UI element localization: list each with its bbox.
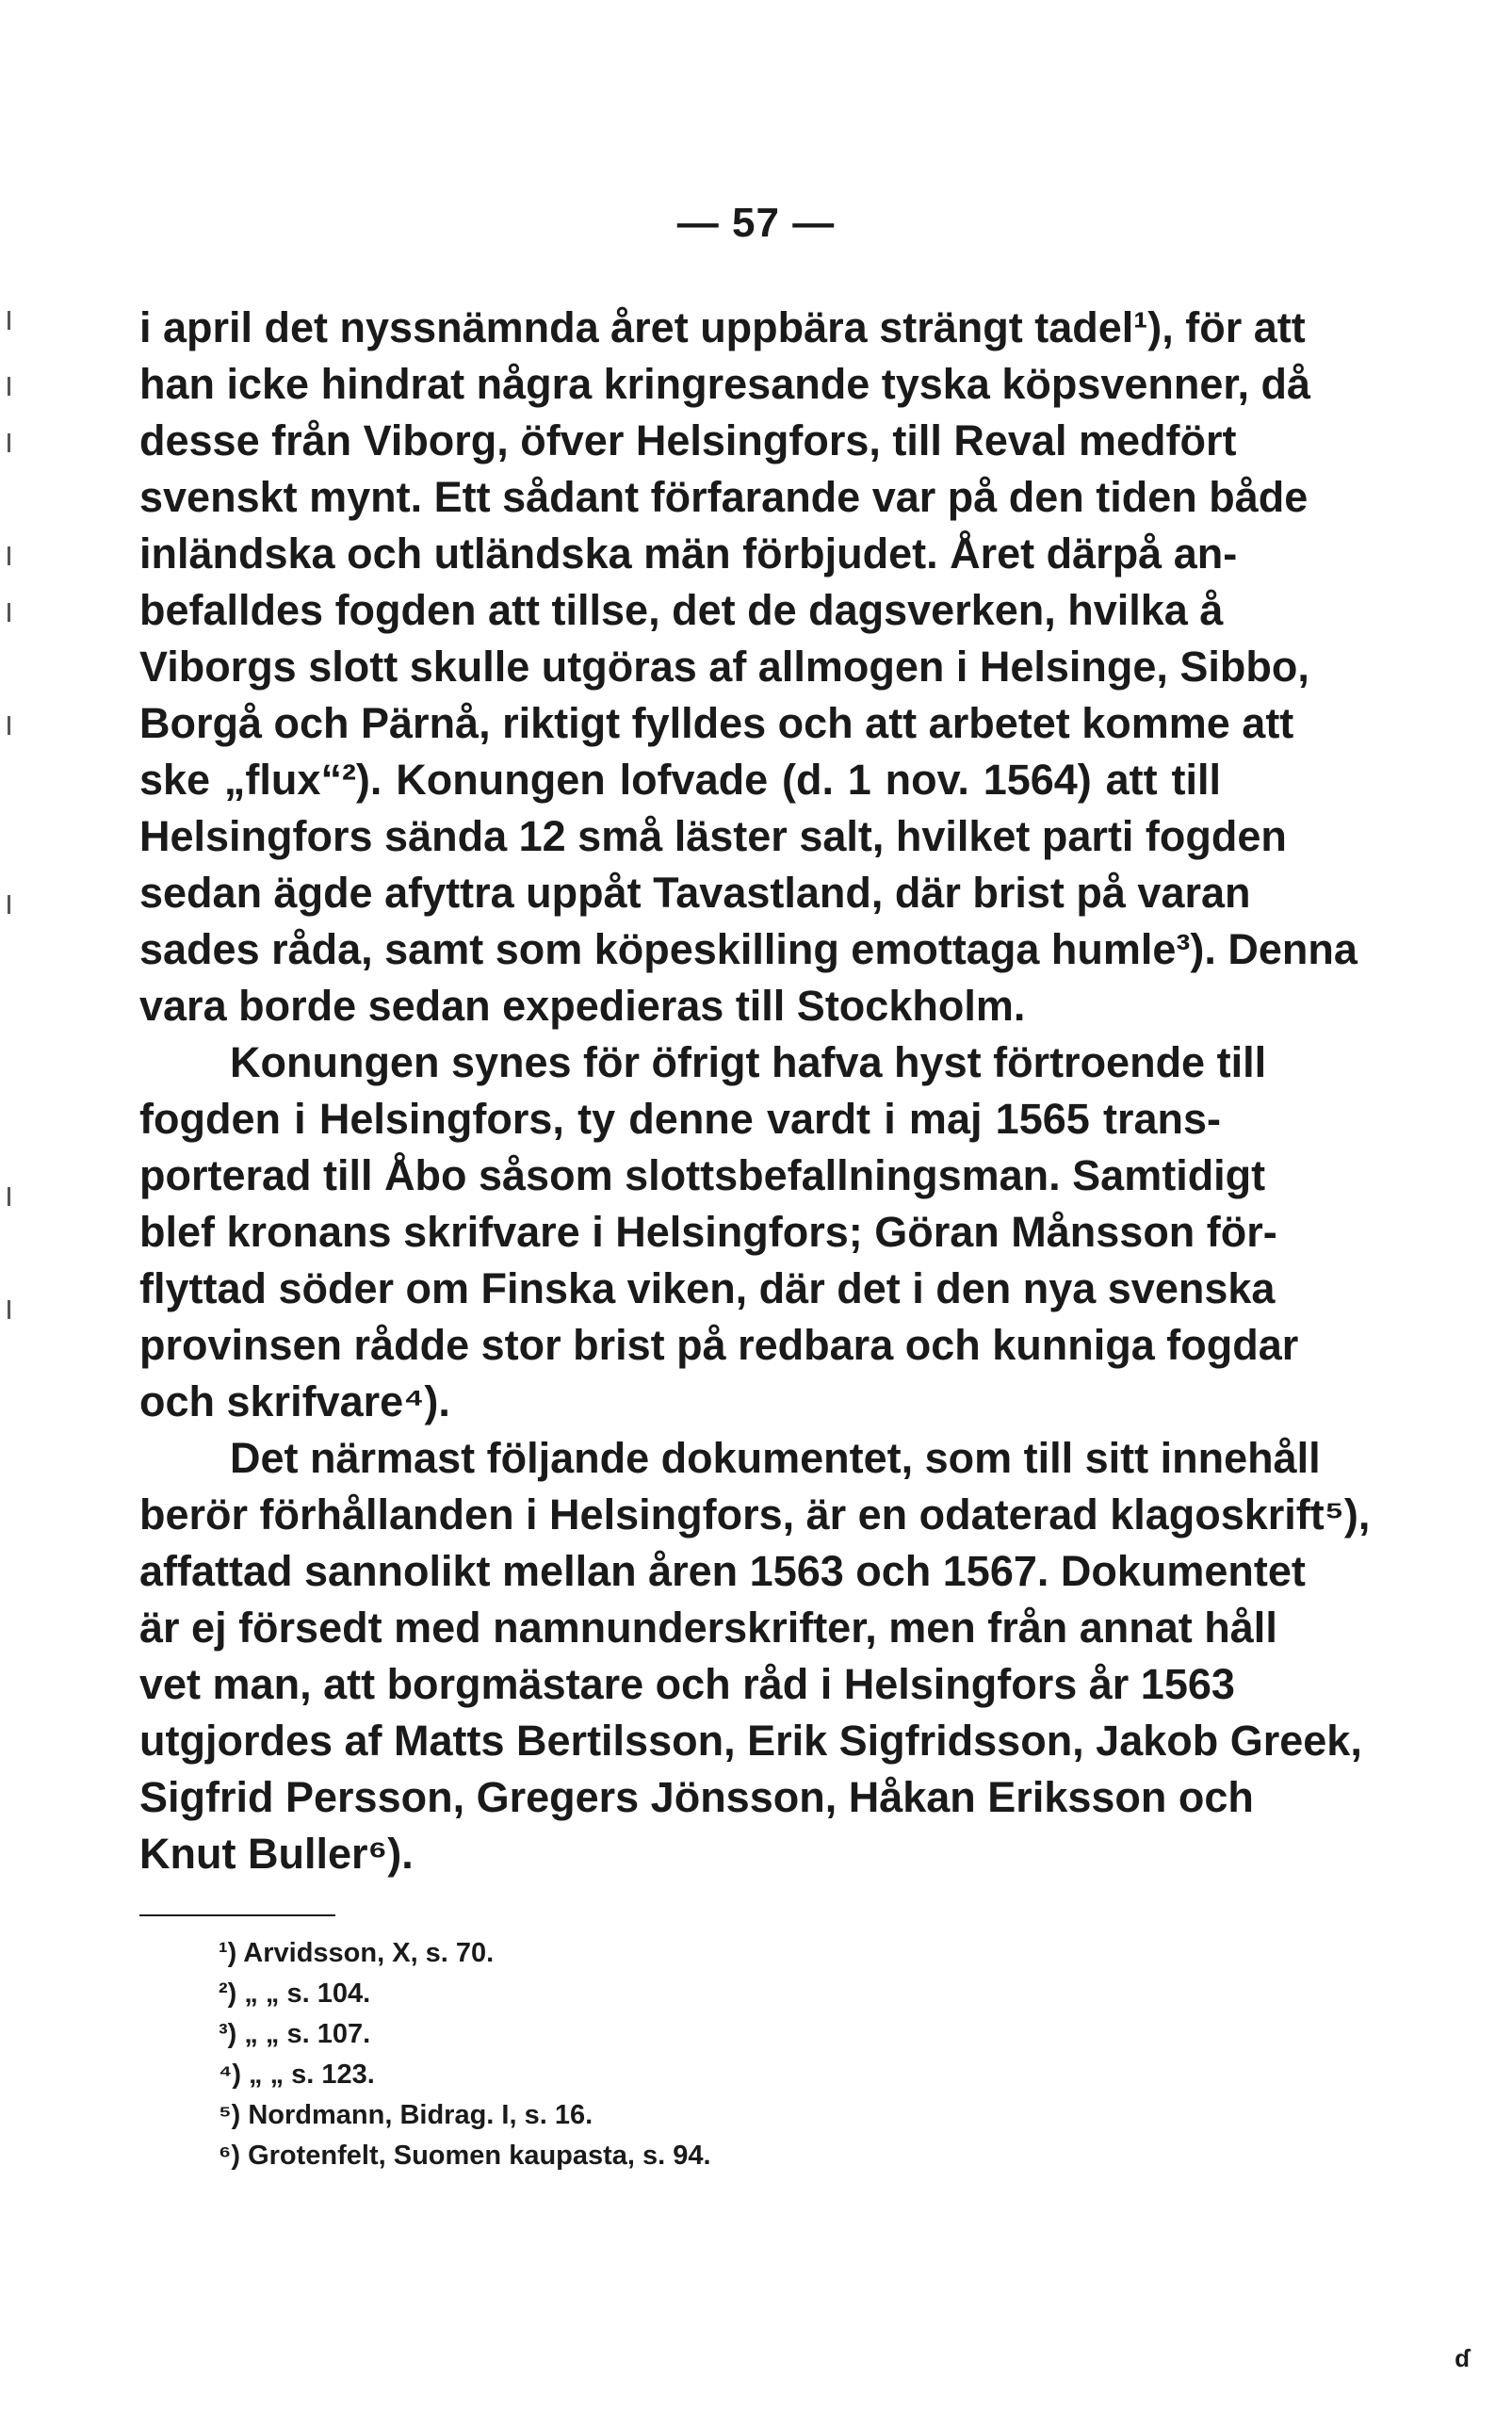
text-line: fogden i Helsingfors, ty denne vardt i maj 1565 trans- xyxy=(139,1095,1221,1143)
text-line: ske „flux“²). Konungen lofvade (d. 1 nov. 1564) att till xyxy=(139,756,1221,804)
scan-mark xyxy=(8,311,10,330)
text-line: utgjordes af Matts Bertilsson, Erik Sigfridsson, Jakob Greek, xyxy=(139,1717,1362,1765)
text-line: affattad sannolikt mellan åren 1563 och 1567. Dokumentet xyxy=(139,1547,1306,1595)
page-number: — 57 — xyxy=(676,200,836,246)
text-line: desse från Viborg, öfver Helsingfors, till Reval medfört xyxy=(139,416,1237,464)
footnote: ²) „ „ s. 104. xyxy=(219,1978,371,2009)
text-line: inländska och utländska män förbjudet. Året därpå an- xyxy=(139,529,1238,578)
scan-mark xyxy=(8,895,10,914)
scan-mark xyxy=(8,1300,10,1319)
footnote-divider xyxy=(139,1914,335,1916)
text-line: befalldes fogden att tillse, det de dagsverken, hvilka å xyxy=(139,586,1224,634)
text-line: Konungen synes för öfrigt hafva hyst förtroende till xyxy=(230,1038,1267,1086)
text-line: vet man, att borgmästare och råd i Helsingfors år 1563 xyxy=(139,1660,1235,1708)
scan-mark xyxy=(8,1187,10,1206)
text-line: Sigfrid Persson, Gregers Jönsson, Håkan Eriksson och xyxy=(139,1773,1254,1821)
scan-corner-mark: ɗ xyxy=(1455,2344,1470,2372)
footnote: ³) „ „ s. 107. xyxy=(219,2019,371,2049)
footnotes xyxy=(219,1933,711,2176)
text-line: provinsen rådde stor brist på redbara och kunniga fogdar xyxy=(139,1321,1299,1369)
text-line: flyttad söder om Finska viken, där det i den nya svenska xyxy=(139,1264,1276,1312)
footnote: ⁶) Grotenfelt, Suomen kaupasta, s. 94. xyxy=(219,2141,711,2171)
scan-mark xyxy=(8,546,10,565)
scan-mark xyxy=(8,716,10,735)
footnote: ⁴) „ „ s. 123. xyxy=(219,2060,375,2090)
scan-mark xyxy=(8,603,10,622)
text-line: vara borde sedan expedieras till Stockholm. xyxy=(139,982,1026,1030)
text-line: Viborgs slott skulle utgöras af allmogen i Helsinge, Sibbo, xyxy=(139,643,1309,691)
text-line: Helsingfors sända 12 små läster salt, hvilket parti fogden xyxy=(139,812,1287,860)
scan-mark xyxy=(8,377,10,396)
text-line: han icke hindrat några kringresande tyska köpsvenner, då xyxy=(139,360,1310,408)
footnote: ¹) Arvidsson, X, s. 70. xyxy=(219,1938,495,1968)
text-line: sedan ägde afyttra uppåt Tavastland, där brist på varan xyxy=(139,869,1251,917)
text-line: berör förhållanden i Helsingfors, är en odaterad klagoskrift⁵), xyxy=(139,1490,1371,1539)
text-line: sades råda, samt som köpeskilling emottaga humle³). Denna xyxy=(139,925,1358,973)
text-line: svenskt mynt. Ett sådant förfarande var på den tiden både xyxy=(139,473,1309,521)
body-text xyxy=(139,300,1371,1882)
text-line: blef kronans skrifvare i Helsingfors; Göran Månsson för- xyxy=(139,1208,1277,1256)
text-line: Knut Buller⁶). xyxy=(139,1830,414,1878)
text-line: Det närmast följande dokumentet, som till sitt innehåll xyxy=(230,1434,1321,1482)
footnote: ⁵) Nordmann, Bidrag. I, s. 16. xyxy=(219,2100,593,2130)
text-line: och skrifvare⁴). xyxy=(139,1377,450,1425)
text-line: porterad till Åbo såsom slottsbefallningsman. Samtidigt xyxy=(139,1151,1266,1199)
text-line: Borgå och Pärnå, riktigt fylldes och att arbetet komme att xyxy=(139,699,1294,747)
text-line: i april det nyssnämnda året uppbära strängt tadel¹), för att xyxy=(139,303,1306,351)
text-line: är ej försedt med namnunderskrifter, men från annat håll xyxy=(139,1604,1277,1652)
scan-mark xyxy=(8,433,10,452)
